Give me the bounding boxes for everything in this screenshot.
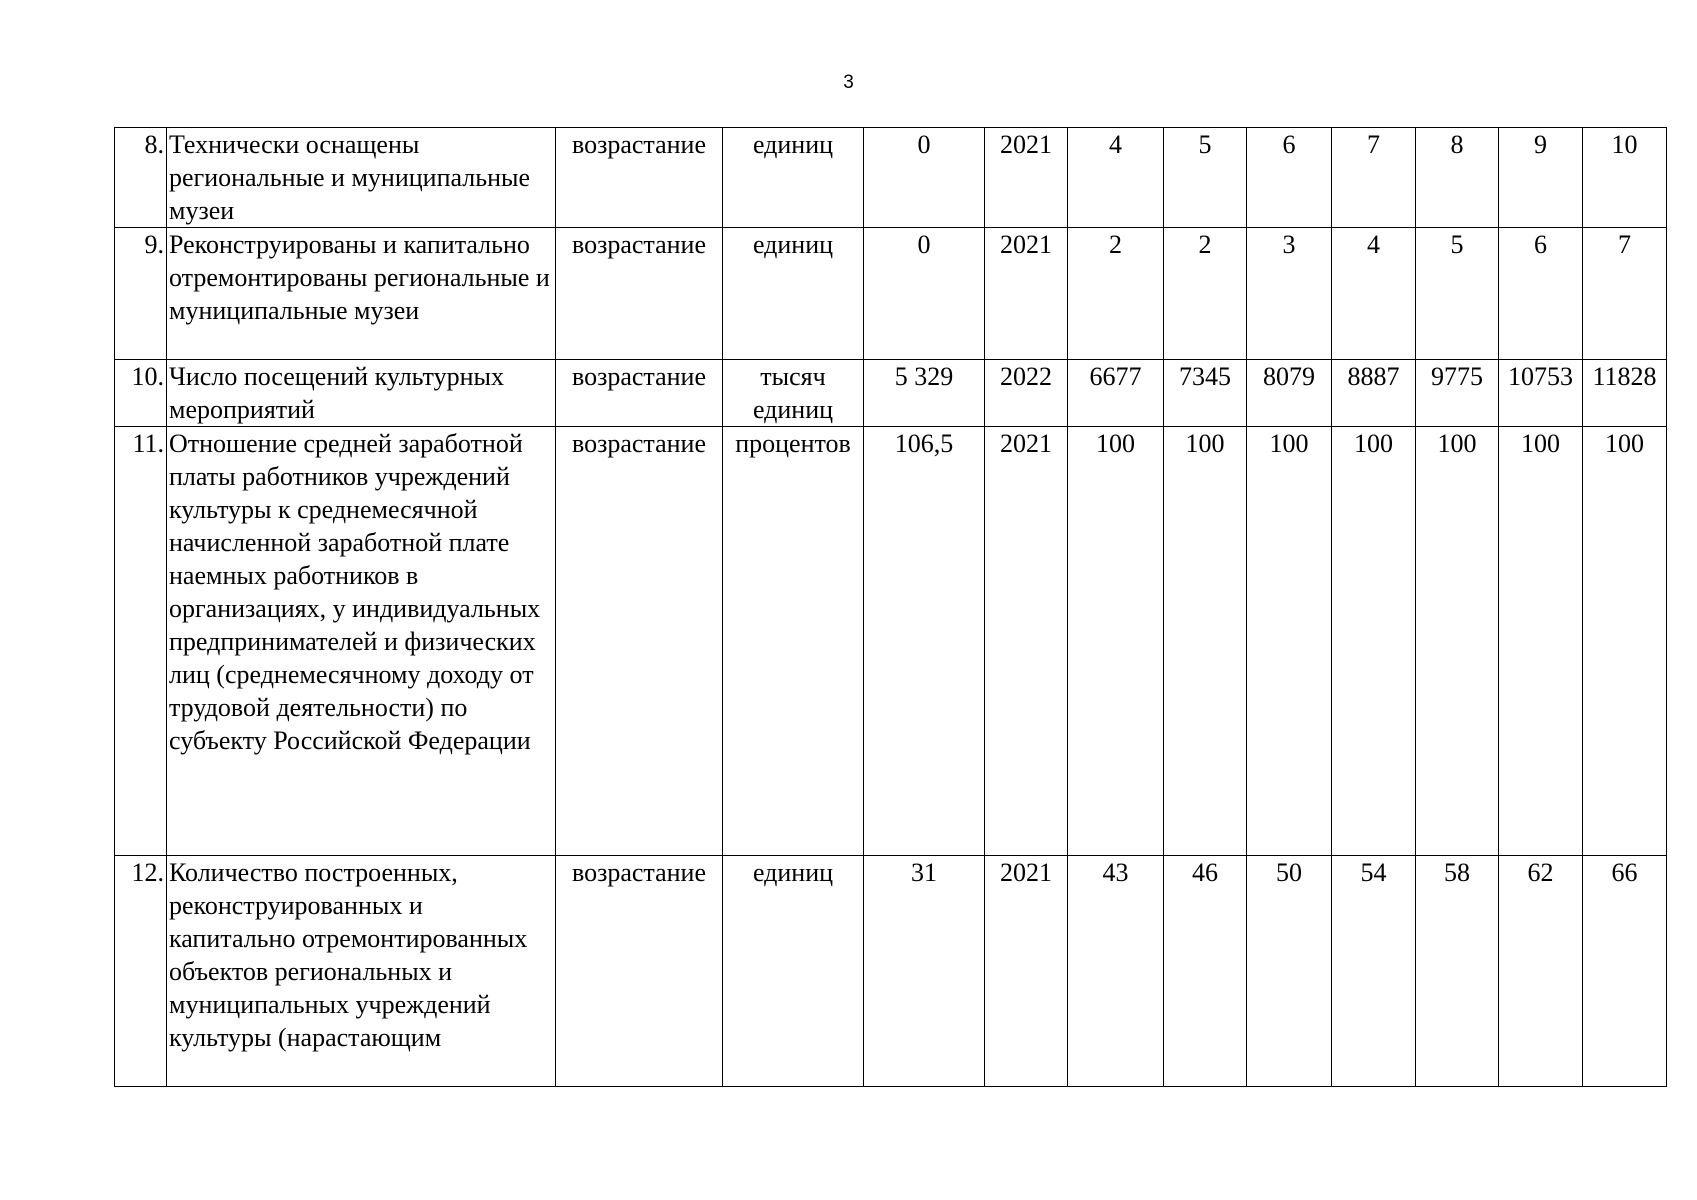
table-row — [115, 360, 1667, 427]
table-row — [115, 427, 1667, 856]
value-cell: 10 — [1583, 128, 1667, 228]
indicator-name: Реконструированы и капитально отремонтированы региональные и муниципальные музеи — [167, 228, 556, 360]
value-cell: 8887 — [1332, 360, 1416, 427]
value-cell: 7 — [1583, 228, 1667, 360]
trend-cell: возрастание — [556, 427, 723, 856]
value-cell: 43 — [1068, 856, 1164, 1087]
base-value-cell: 31 — [864, 856, 985, 1087]
value-cell: 66 — [1583, 856, 1667, 1087]
table-row — [115, 128, 1667, 228]
indicator-name: Технически оснащены региональные и муниципальные музеи — [167, 128, 556, 228]
value-cell: 9 — [1499, 128, 1583, 228]
value-cell: 100 — [1164, 427, 1247, 856]
trend-cell: возрастание — [556, 360, 723, 427]
value-cell: 46 — [1164, 856, 1247, 1087]
unit-cell: единиц — [723, 128, 864, 228]
row-number: 12. — [115, 856, 167, 1087]
unit-cell: единиц — [723, 856, 864, 1087]
trend-cell: возрастание — [556, 128, 723, 228]
value-cell: 8079 — [1247, 360, 1332, 427]
unit-cell: тысяч единиц — [723, 360, 864, 427]
value-cell: 11828 — [1583, 360, 1667, 427]
base-value-cell: 0 — [864, 228, 985, 360]
indicator-name: Отношение средней заработной платы работников учреждений культуры к среднемесячной начисленной заработной плате наемных работников в организациях, у индивидуальных предпринимателей и физических лиц (среднемесячному доходу от трудовой деятельности) по субъекту Российской Федерации — [167, 427, 556, 856]
row-number: 9. — [115, 228, 167, 360]
value-cell: 4 — [1332, 228, 1416, 360]
base-value-cell: 106,5 — [864, 427, 985, 856]
table-row — [115, 856, 1667, 1087]
base-value-cell: 5 329 — [864, 360, 985, 427]
trend-cell: возрастание — [556, 228, 723, 360]
value-cell: 6 — [1247, 128, 1332, 228]
value-cell: 2 — [1164, 228, 1247, 360]
row-number: 10. — [115, 360, 167, 427]
base-year-cell: 2021 — [985, 427, 1068, 856]
base-year-cell: 2021 — [985, 228, 1068, 360]
value-cell: 100 — [1247, 427, 1332, 856]
value-cell: 2 — [1068, 228, 1164, 360]
value-cell: 7345 — [1164, 360, 1247, 427]
trend-cell: возрастание — [556, 856, 723, 1087]
value-cell: 10753 — [1499, 360, 1583, 427]
value-cell: 50 — [1247, 856, 1332, 1087]
indicator-name: Количество построенных, реконструированных и капитально отремонтированных объектов региональных и муниципальных учреждений культуры (нарастающим — [167, 856, 556, 1087]
value-cell: 5 — [1164, 128, 1247, 228]
indicator-name: Число посещений культурных мероприятий — [167, 360, 556, 427]
unit-cell: процентов — [723, 427, 864, 856]
base-year-cell: 2021 — [985, 856, 1068, 1087]
indicators-table — [114, 127, 1667, 1087]
base-year-cell: 2021 — [985, 128, 1068, 228]
value-cell: 9775 — [1416, 360, 1499, 427]
value-cell: 6 — [1499, 228, 1583, 360]
page-number: 3 — [843, 72, 854, 93]
row-number: 11. — [115, 427, 167, 856]
value-cell: 5 — [1416, 228, 1499, 360]
value-cell: 4 — [1068, 128, 1164, 228]
value-cell: 100 — [1583, 427, 1667, 856]
value-cell: 100 — [1499, 427, 1583, 856]
base-year-cell: 2022 — [985, 360, 1068, 427]
value-cell: 100 — [1416, 427, 1499, 856]
table-row — [115, 228, 1667, 360]
value-cell: 7 — [1332, 128, 1416, 228]
value-cell: 58 — [1416, 856, 1499, 1087]
unit-cell: единиц — [723, 228, 864, 360]
value-cell: 62 — [1499, 856, 1583, 1087]
base-value-cell: 0 — [864, 128, 985, 228]
value-cell: 6677 — [1068, 360, 1164, 427]
value-cell: 3 — [1247, 228, 1332, 360]
value-cell: 100 — [1068, 427, 1164, 856]
value-cell: 54 — [1332, 856, 1416, 1087]
row-number: 8. — [115, 128, 167, 228]
value-cell: 100 — [1332, 427, 1416, 856]
value-cell: 8 — [1416, 128, 1499, 228]
